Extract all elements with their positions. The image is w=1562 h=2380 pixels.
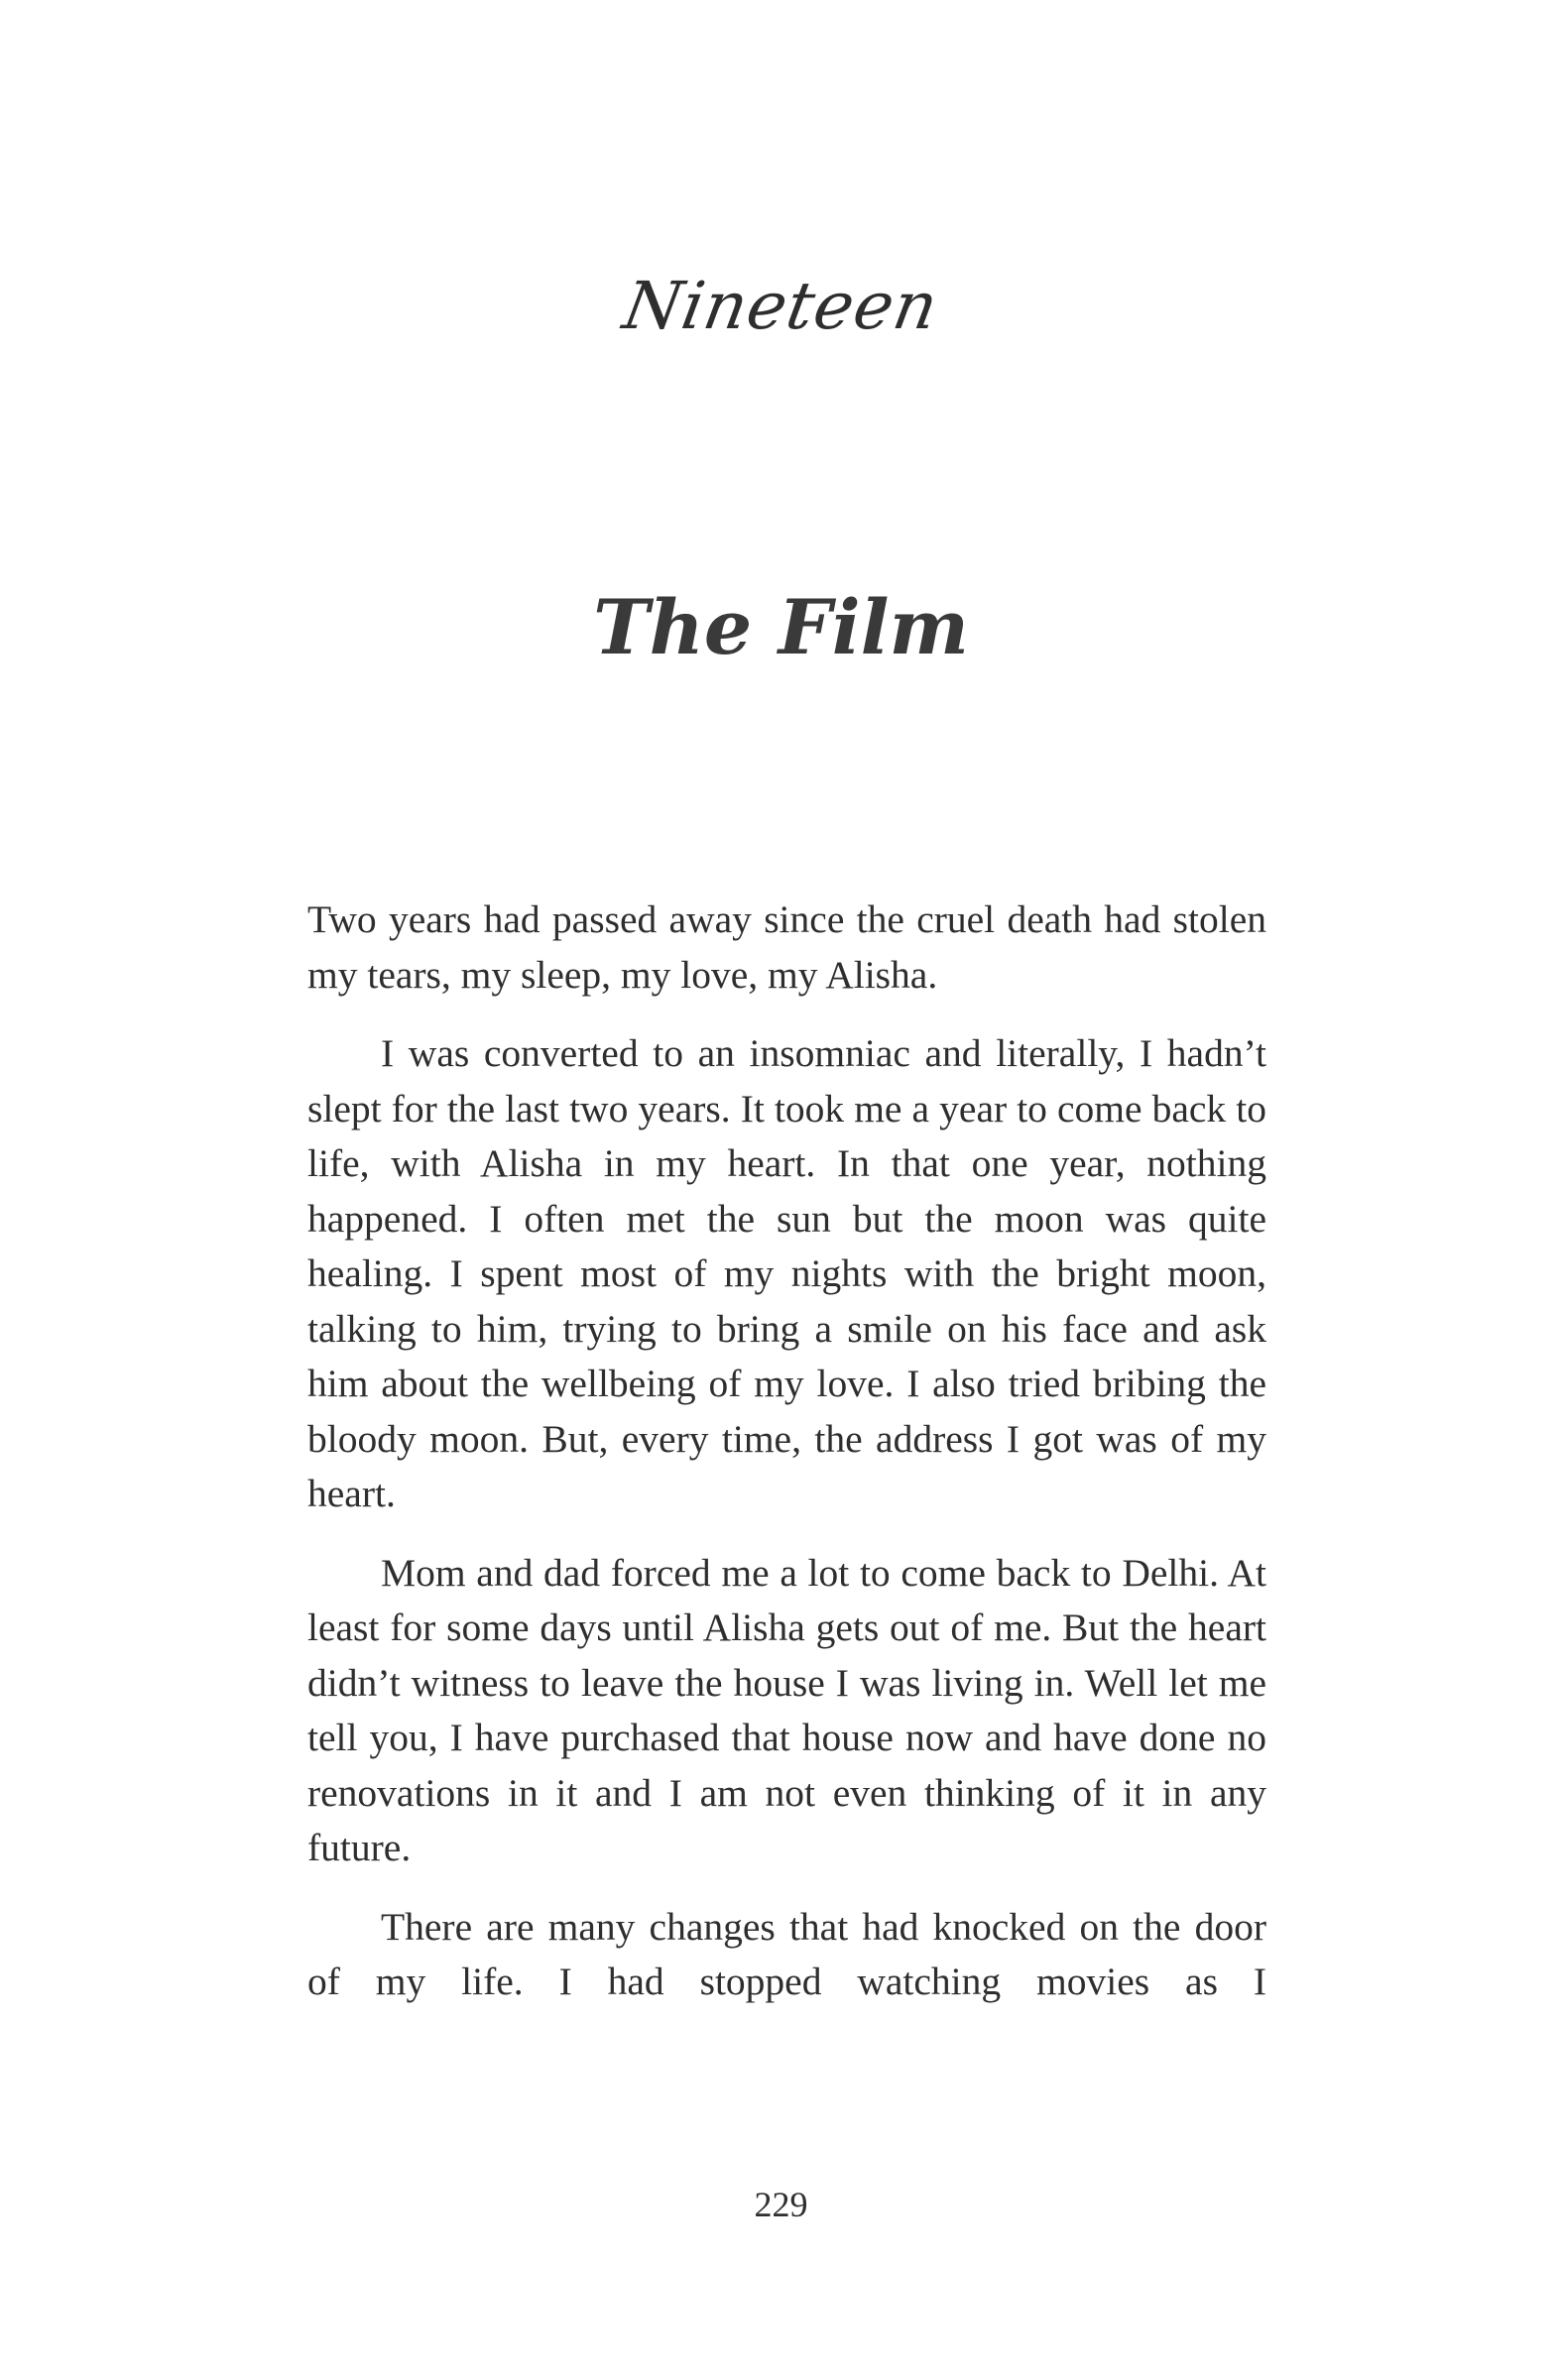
chapter-title: The Film bbox=[593, 583, 969, 671]
paragraph-2: I was converted to an insomniac and literally, I hadn’t slept for the last two years. It took me a year to come back to life, with Alisha in my heart. In that one year, nothing happened. I often met the sun but the moon was quite healing. I spent most of my nights with the bright moon, talking to him, trying to bring a smile on his face and ask him about the wellbeing of my love. I also tried bribing the bloody moon. But, every time, the address I got was of my heart. bbox=[307, 1031, 1266, 1515]
paragraph-1: Two years had passed away since the cruel death had stolen my tears, my sleep, my love, my Alisha. bbox=[307, 897, 1266, 997]
chapter-body bbox=[307, 892, 1266, 2034]
chapter-number-label: Nineteen bbox=[617, 268, 945, 344]
page-number: 229 bbox=[754, 2185, 808, 2224]
paragraph-4: There are many changes that had knocked on the door of my life. I had stopped watching movies as I bbox=[307, 1904, 1266, 2003]
paragraph-3: Mom and dad forced me a lot to come back to Delhi. At least for some days until Alisha gets out of me. But the heart didn’t witness to leave the house I was living in. Well let me tell you, I have purchased that house now and have done no renovations in it and I am not even thinking of it in any future. bbox=[307, 1550, 1266, 1869]
